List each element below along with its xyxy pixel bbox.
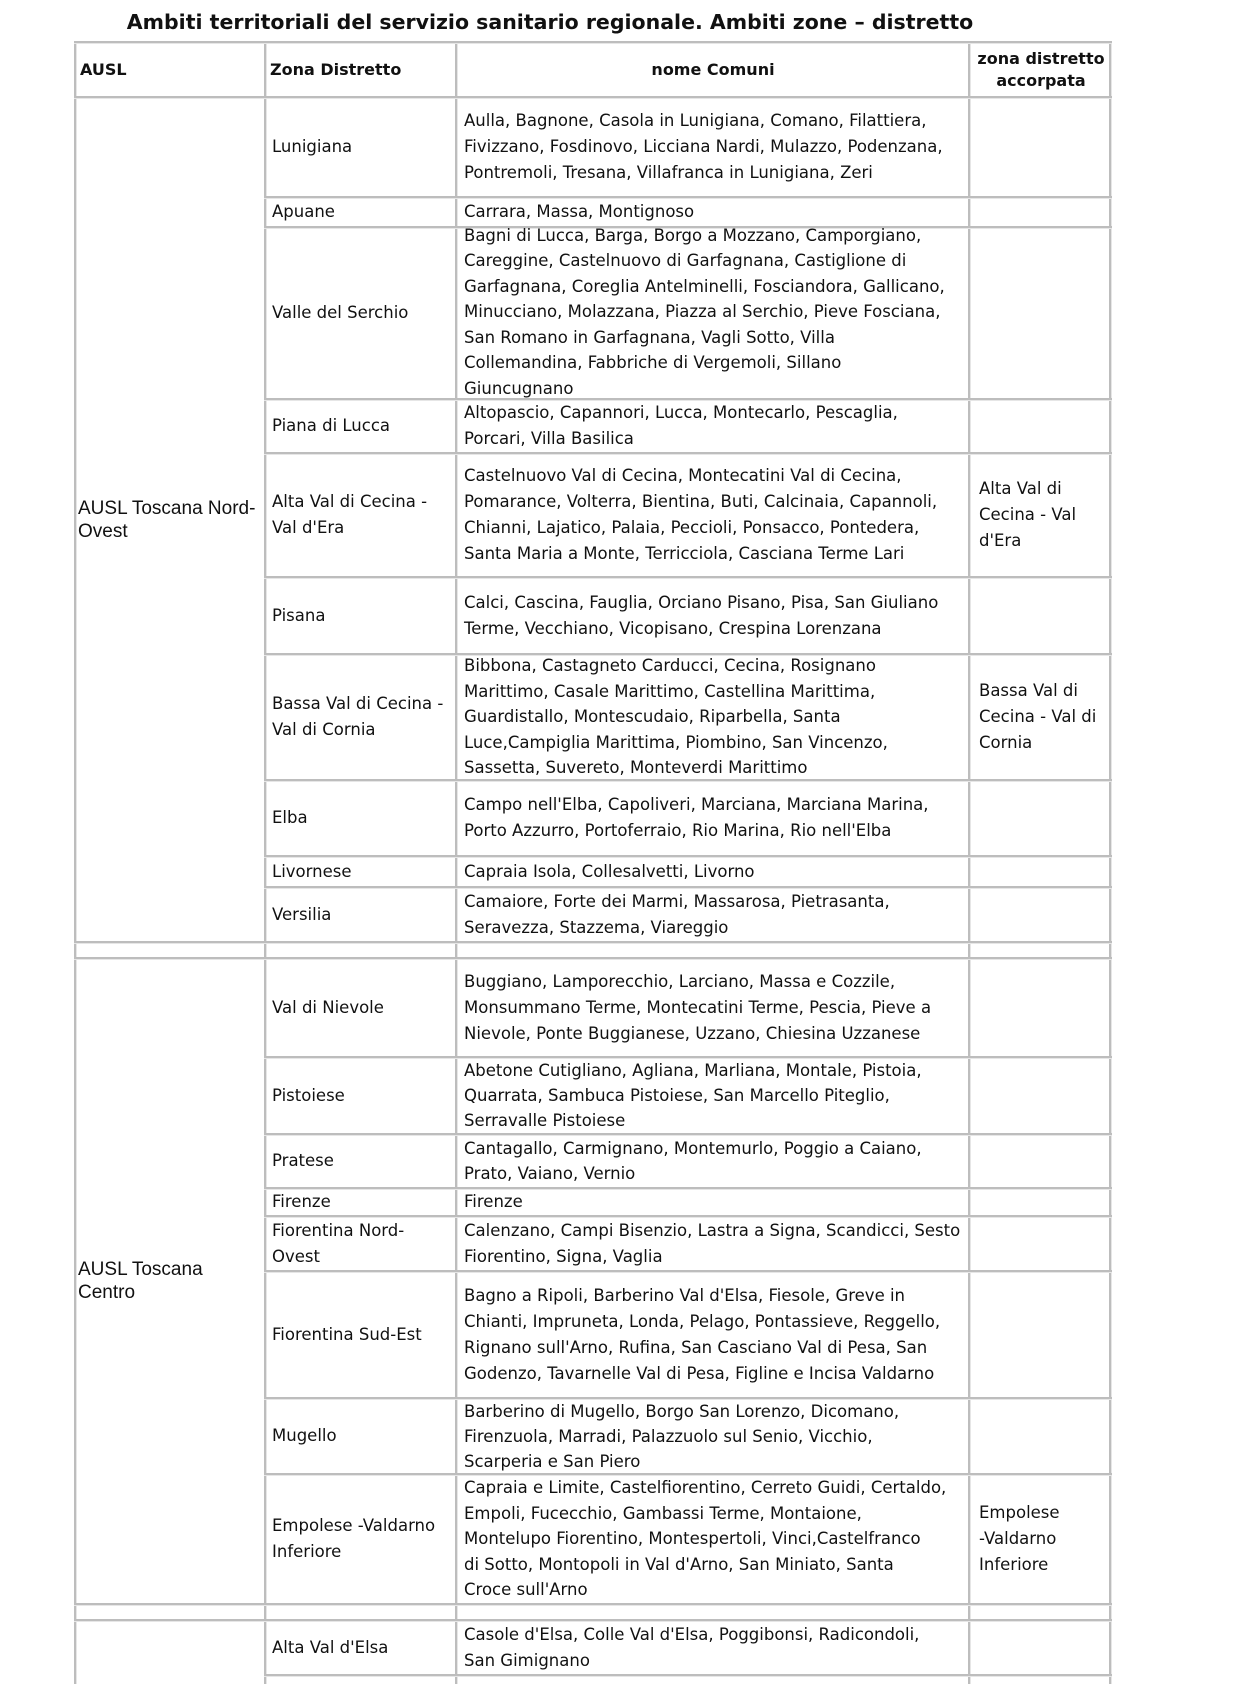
zone-comuni: Casole d'Elsa, Colle Val d'Elsa, Poggibonsi, Radicondoli, San Gimignano: [464, 1624, 920, 1670]
zone-comuni: Calci, Cascina, Fauglia, Orciano Pisano, Pisa, San Giuliano Terme, Vecchiano, Vicopisano, Crespina Lorenzana: [464, 592, 939, 638]
zone-name: Versilia: [272, 904, 332, 924]
zone-accorpata: [979, 1189, 1109, 1215]
zone-accorpata: [979, 400, 1109, 452]
zone-name: Mugello: [272, 1426, 337, 1445]
zone-name: Elba: [272, 808, 308, 827]
zone-name: Bassa Val di Cecina - Val di Cornia: [272, 694, 444, 739]
zone-accorpata: [979, 888, 1109, 941]
zone-comuni: Capraia Isola, Collesalvetti, Livorno: [464, 861, 755, 881]
zone-comuni: Carrara, Massa, Montignoso: [464, 202, 695, 221]
zone-name: Livornese: [272, 861, 352, 881]
zone-name: Fiorentina Nord- Ovest: [272, 1220, 405, 1266]
zone-name: Pratese: [272, 1151, 334, 1170]
zone-comuni: Aulla, Bagnone, Casola in Lunigiana, Comano, Filattiera, Fivizzano, Fosdinovo, Licciana Nardi, Mulazzo, Podenzana, Pontremoli, Tresana, Villafranca in Lunigiana, Zeri: [464, 111, 943, 182]
zone-comuni: Capraia e Limite, Castelfiorentino, Cerreto Guidi, Certaldo, Empoli, Fucecchio, Gambassi Terme, Montaione, Montelupo Fiorentino, Montespertoli, Vinci,Castelfranco di Sotto, Montopoli in Val d'Arno, San Miniato, Santa Croce sull'Arno: [464, 1478, 947, 1600]
zone-comuni: Calenzano, Campi Bisenzio, Lastra a Signa, Scandicci, Sesto Fiorentino, Signa, Vaglia: [464, 1220, 961, 1266]
ausl-group-label: AUSL Toscana Nord-Ovest: [78, 497, 256, 542]
zone-name: Piana di Lucca: [272, 416, 391, 435]
header-zona-accorpata: zona distretto accorpata: [977, 49, 1105, 90]
zone-comuni: Bagno a Ripoli, Barberino Val d'Elsa, Fiesole, Greve in Chianti, Impruneta, Londa, Pelago, Pontassieve, Reggello, Rignano sull'Arno, Rufina, San Casciano Val di Pesa, San Godenzo, Tavarnelle Val di Pesa, Figline e Incisa Valdarno: [464, 1285, 941, 1383]
table-border-left: [74, 41, 77, 1684]
zone-name: Valle del Serchio: [272, 303, 409, 322]
header-ausl: AUSL: [80, 60, 127, 79]
zone-accorpata: [979, 1399, 1109, 1473]
zone-accorpata: [979, 781, 1109, 855]
zone-name: Alta Val di Cecina - Val d'Era: [272, 492, 428, 537]
zone-comuni: Bibbona, Castagneto Carducci, Cecina, Rosignano Marittimo, Casale Marittimo, Castellina Marittima, Guardistallo, Montescudaio, Riparbella, Santa Luce,Campiglia Marittima, Piombino, San Vincenzo, Sassetta, Suvereto, Monteverdi Marittimo: [464, 656, 888, 778]
zone-accorpata: [979, 857, 1109, 886]
column-divider: [264, 41, 267, 1684]
zone-name: Firenze: [272, 1192, 331, 1211]
zone-comuni: Castelnuovo Val di Cecina, Montecatini Val di Cecina, Pomarance, Volterra, Bientina, Buti, Calcinaia, Capannoli, Chianni, Lajatico, Palaia, Peccioli, Ponsacco, Pontedera, Santa Maria a Monte, Terricciola, Casciana Terme Lari: [464, 466, 938, 563]
header-zona-distretto: Zona Distretto: [270, 60, 402, 79]
zone-comuni: Firenze: [464, 1192, 523, 1211]
table-border-bottom: [264, 1674, 1112, 1677]
zone-accorpata: [979, 98, 1109, 196]
zone-comuni: Cantagallo, Carmignano, Montemurlo, Poggio a Caiano, Prato, Vaiano, Vernio: [464, 1139, 922, 1183]
zone-comuni: Camaiore, Forte dei Marmi, Massarosa, Pietrasanta, Seravezza, Stazzema, Viareggio: [464, 891, 890, 937]
zone-name: Empolese -Valdarno Inferiore: [272, 1516, 436, 1561]
zone-comuni: Campo nell'Elba, Capoliveri, Marciana, Marciana Marina, Porto Azzurro, Portoferraio, Rio Marina, Rio nell'Elba: [464, 795, 929, 840]
zone-accorpata: [979, 1135, 1109, 1187]
zone-name: Alta Val d'Elsa: [272, 1637, 389, 1657]
zone-name: Apuane: [272, 202, 335, 221]
zone-accorpata: [979, 959, 1109, 1056]
zone-accorpata: [979, 1621, 1109, 1674]
zone-comuni: Buggiano, Lamporecchio, Larciano, Massa e Cozzile, Monsummano Terme, Montecatini Terme, Pescia, Pieve a Nievole, Ponte Buggianese, Uzzano, Chiesina Uzzanese: [464, 971, 932, 1043]
zone-accorpata: [979, 228, 1109, 398]
zone-accorpata: [979, 1058, 1109, 1133]
zone-accorpata: [979, 1217, 1109, 1270]
zone-accorpata: Empolese -Valdarno Inferiore: [979, 1503, 1060, 1574]
zone-name: Pistoiese: [272, 1085, 345, 1105]
header-nome-comuni: nome Comuni: [651, 60, 775, 79]
zone-name: Val di Nievole: [272, 997, 384, 1017]
zone-comuni: Altopascio, Capannori, Lucca, Montecarlo, Pescaglia, Porcari, Villa Basilica: [464, 403, 898, 448]
zone-accorpata: [979, 578, 1109, 653]
zone-name: Fiorentina Sud-Est: [272, 1324, 422, 1344]
zone-comuni: Bagni di Lucca, Barga, Borgo a Mozzano, Camporgiano, Careggine, Castelnuovo di Garfagnana, Castiglione di Garfagnana, Coreglia Antelminelli, Fosciandora, Gallicano, Minucciano, Molazzana, Piazza al Serchio, Pieve Fosciana, San Romano in Garfagnana, Vagli Sotto, Villa Collemandina, Fabbriche di Vergemoli, Sillano Giuncugnano: [464, 225, 945, 398]
zone-name: Lunigiana: [272, 137, 353, 156]
zone-comuni: Barberino di Mugello, Borgo San Lorenzo, Dicomano, Firenzuola, Marradi, Palazzuolo sul Senio, Vicchio, Scarperia e San Piero: [464, 1401, 900, 1471]
group-divider: [74, 941, 1112, 944]
zone-accorpata: [979, 198, 1109, 226]
page-title: Ambiti territoriali del servizio sanitario regionale. Ambiti zone – distretto: [126, 10, 974, 34]
zone-accorpata: [979, 1272, 1109, 1397]
zone-accorpata: Alta Val di Cecina - Val d'Era: [979, 479, 1077, 550]
zone-accorpata: Bassa Val di Cecina - Val di Cornia: [979, 681, 1097, 752]
zone-comuni: Abetone Cutigliano, Agliana, Marliana, Montale, Pistoia, Quarrata, Sambuca Pistoiese, San Marcello Piteglio, Serravalle Pistoiese: [464, 1061, 922, 1130]
ausl-group-label: AUSL Toscana Centro: [78, 1259, 203, 1303]
table-border-right: [1109, 41, 1112, 1684]
zone-name: Pisana: [272, 605, 326, 625]
